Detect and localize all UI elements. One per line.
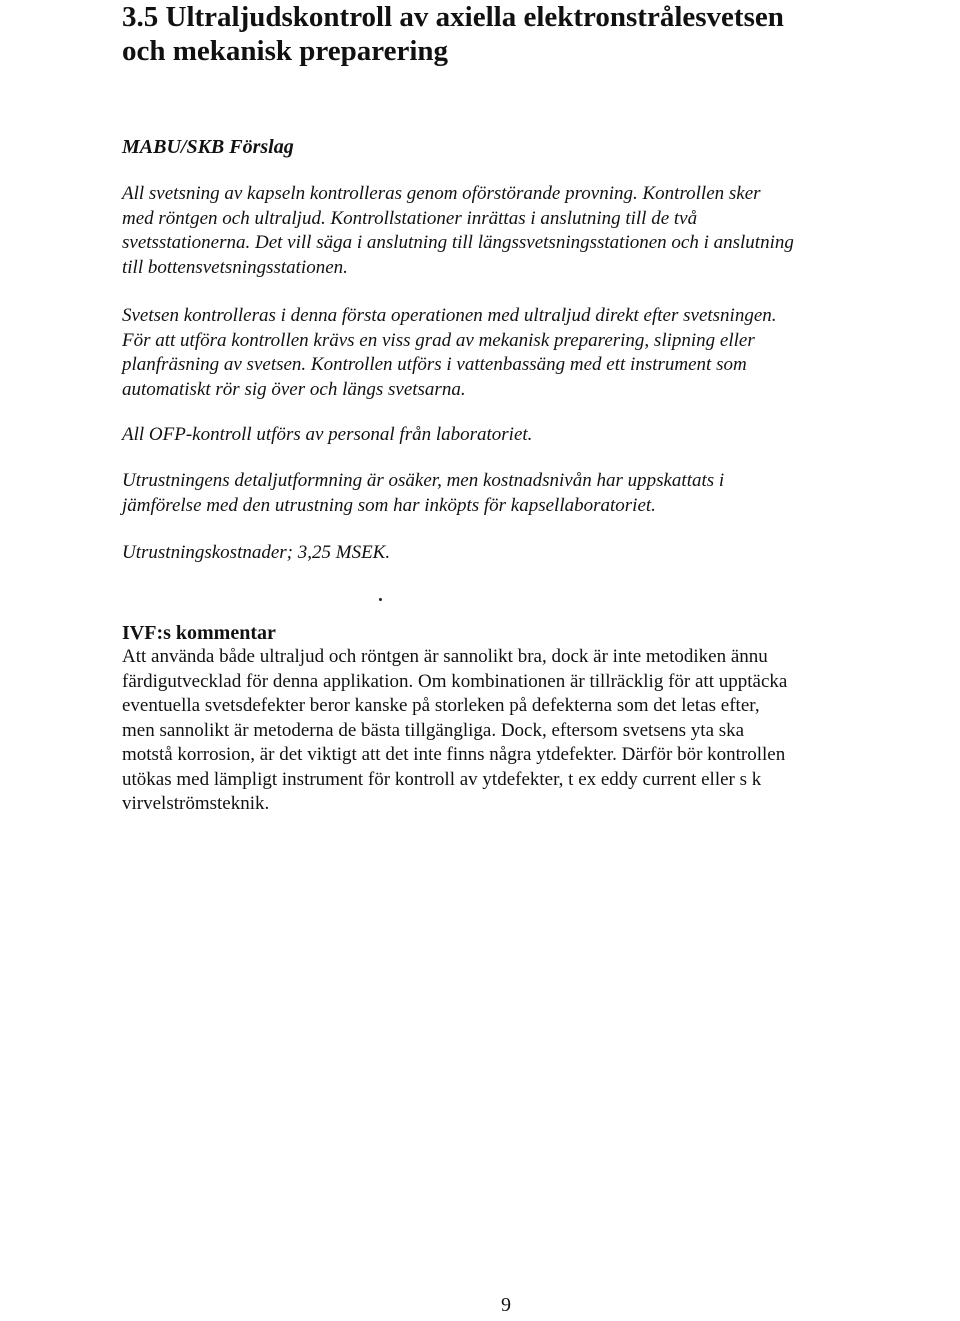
text-line: motstå korrosion, är det viktigt att det inte finns några ytdefekter. Därför bör kontrollen [122, 744, 786, 765]
stray-dot [379, 598, 382, 601]
heading-line: 3.5 Ultraljudskontroll av axiella elektronstrålesvetsen [122, 1, 784, 33]
text-line: All OFP-kontroll utförs av personal från laboratoriet. [122, 424, 533, 445]
proposal-paragraph-3 [122, 423, 902, 448]
text-line: virvelströmsteknik. [122, 793, 270, 814]
text-line: men sannolikt är metoderna de bästa tillgängliga. Dock, eftersom svetsens yta ska [122, 719, 745, 741]
text-line: svetsstationerna. Det vill säga i anslutning till längssvetsningsstationen och i anslutning [122, 232, 794, 253]
text-line: utökas med lämpligt instrument för kontroll av ytdefekter, t ex eddy current eller s k [122, 768, 762, 790]
text-line: Svetsen kontrolleras i denna första operationen med ultraljud direkt efter svetsningen. [122, 305, 777, 326]
text-line: All svetsning av kapseln kontrolleras genom oförstörande provning. Kontrollen sker [122, 183, 761, 204]
equipment-cost [122, 541, 902, 566]
text-line: med röntgen och ultraljud. Kontrollstationer inrättas i anslutning till de två [122, 207, 698, 229]
text-line: Utrustningskostnader; 3,25 MSEK. [122, 542, 391, 563]
heading-line: och mekanisk preparering [122, 35, 449, 67]
page-number: 9 [501, 1294, 511, 1316]
text-line: färdigutvecklad för denna applikation. Om kombinationen är tillräcklig för att upptäcka [122, 670, 788, 692]
comment-paragraph [122, 645, 902, 817]
proposal-paragraph-4 [122, 469, 902, 518]
text-line: eventuella svetsdefekter beror kanske på storleken på defekterna som det letas efter, [122, 695, 760, 716]
text-line: automatiskt rör sig över och längs svetsarna. [122, 378, 466, 400]
text-line: Att använda både ultraljud och röntgen är sannolikt bra, dock är inte metodiken ännu [122, 646, 768, 667]
text-line: jämförelse med den utrustning som har inköpts för kapsellaboratoriet. [122, 494, 656, 516]
text-line: För att utföra kontrollen krävs en viss grad av mekanisk preparering, slipning eller [122, 329, 755, 351]
text-line: Utrustningens detaljutformning är osäker, men kostnadsnivån har uppskattats i [122, 470, 725, 491]
proposal-paragraph-2 [122, 304, 902, 402]
text-line: planfräsning av svetsen. Kontrollen utförs i vattenbassäng med ett instrument som [122, 354, 747, 375]
section-heading [122, 0, 922, 68]
comment-title: IVF:s kommentar [122, 622, 276, 644]
proposal-paragraph-1 [122, 182, 902, 280]
proposal-title: MABU/SKB Förslag [122, 136, 294, 158]
text-line: till bottensvetsningsstationen. [122, 256, 348, 278]
